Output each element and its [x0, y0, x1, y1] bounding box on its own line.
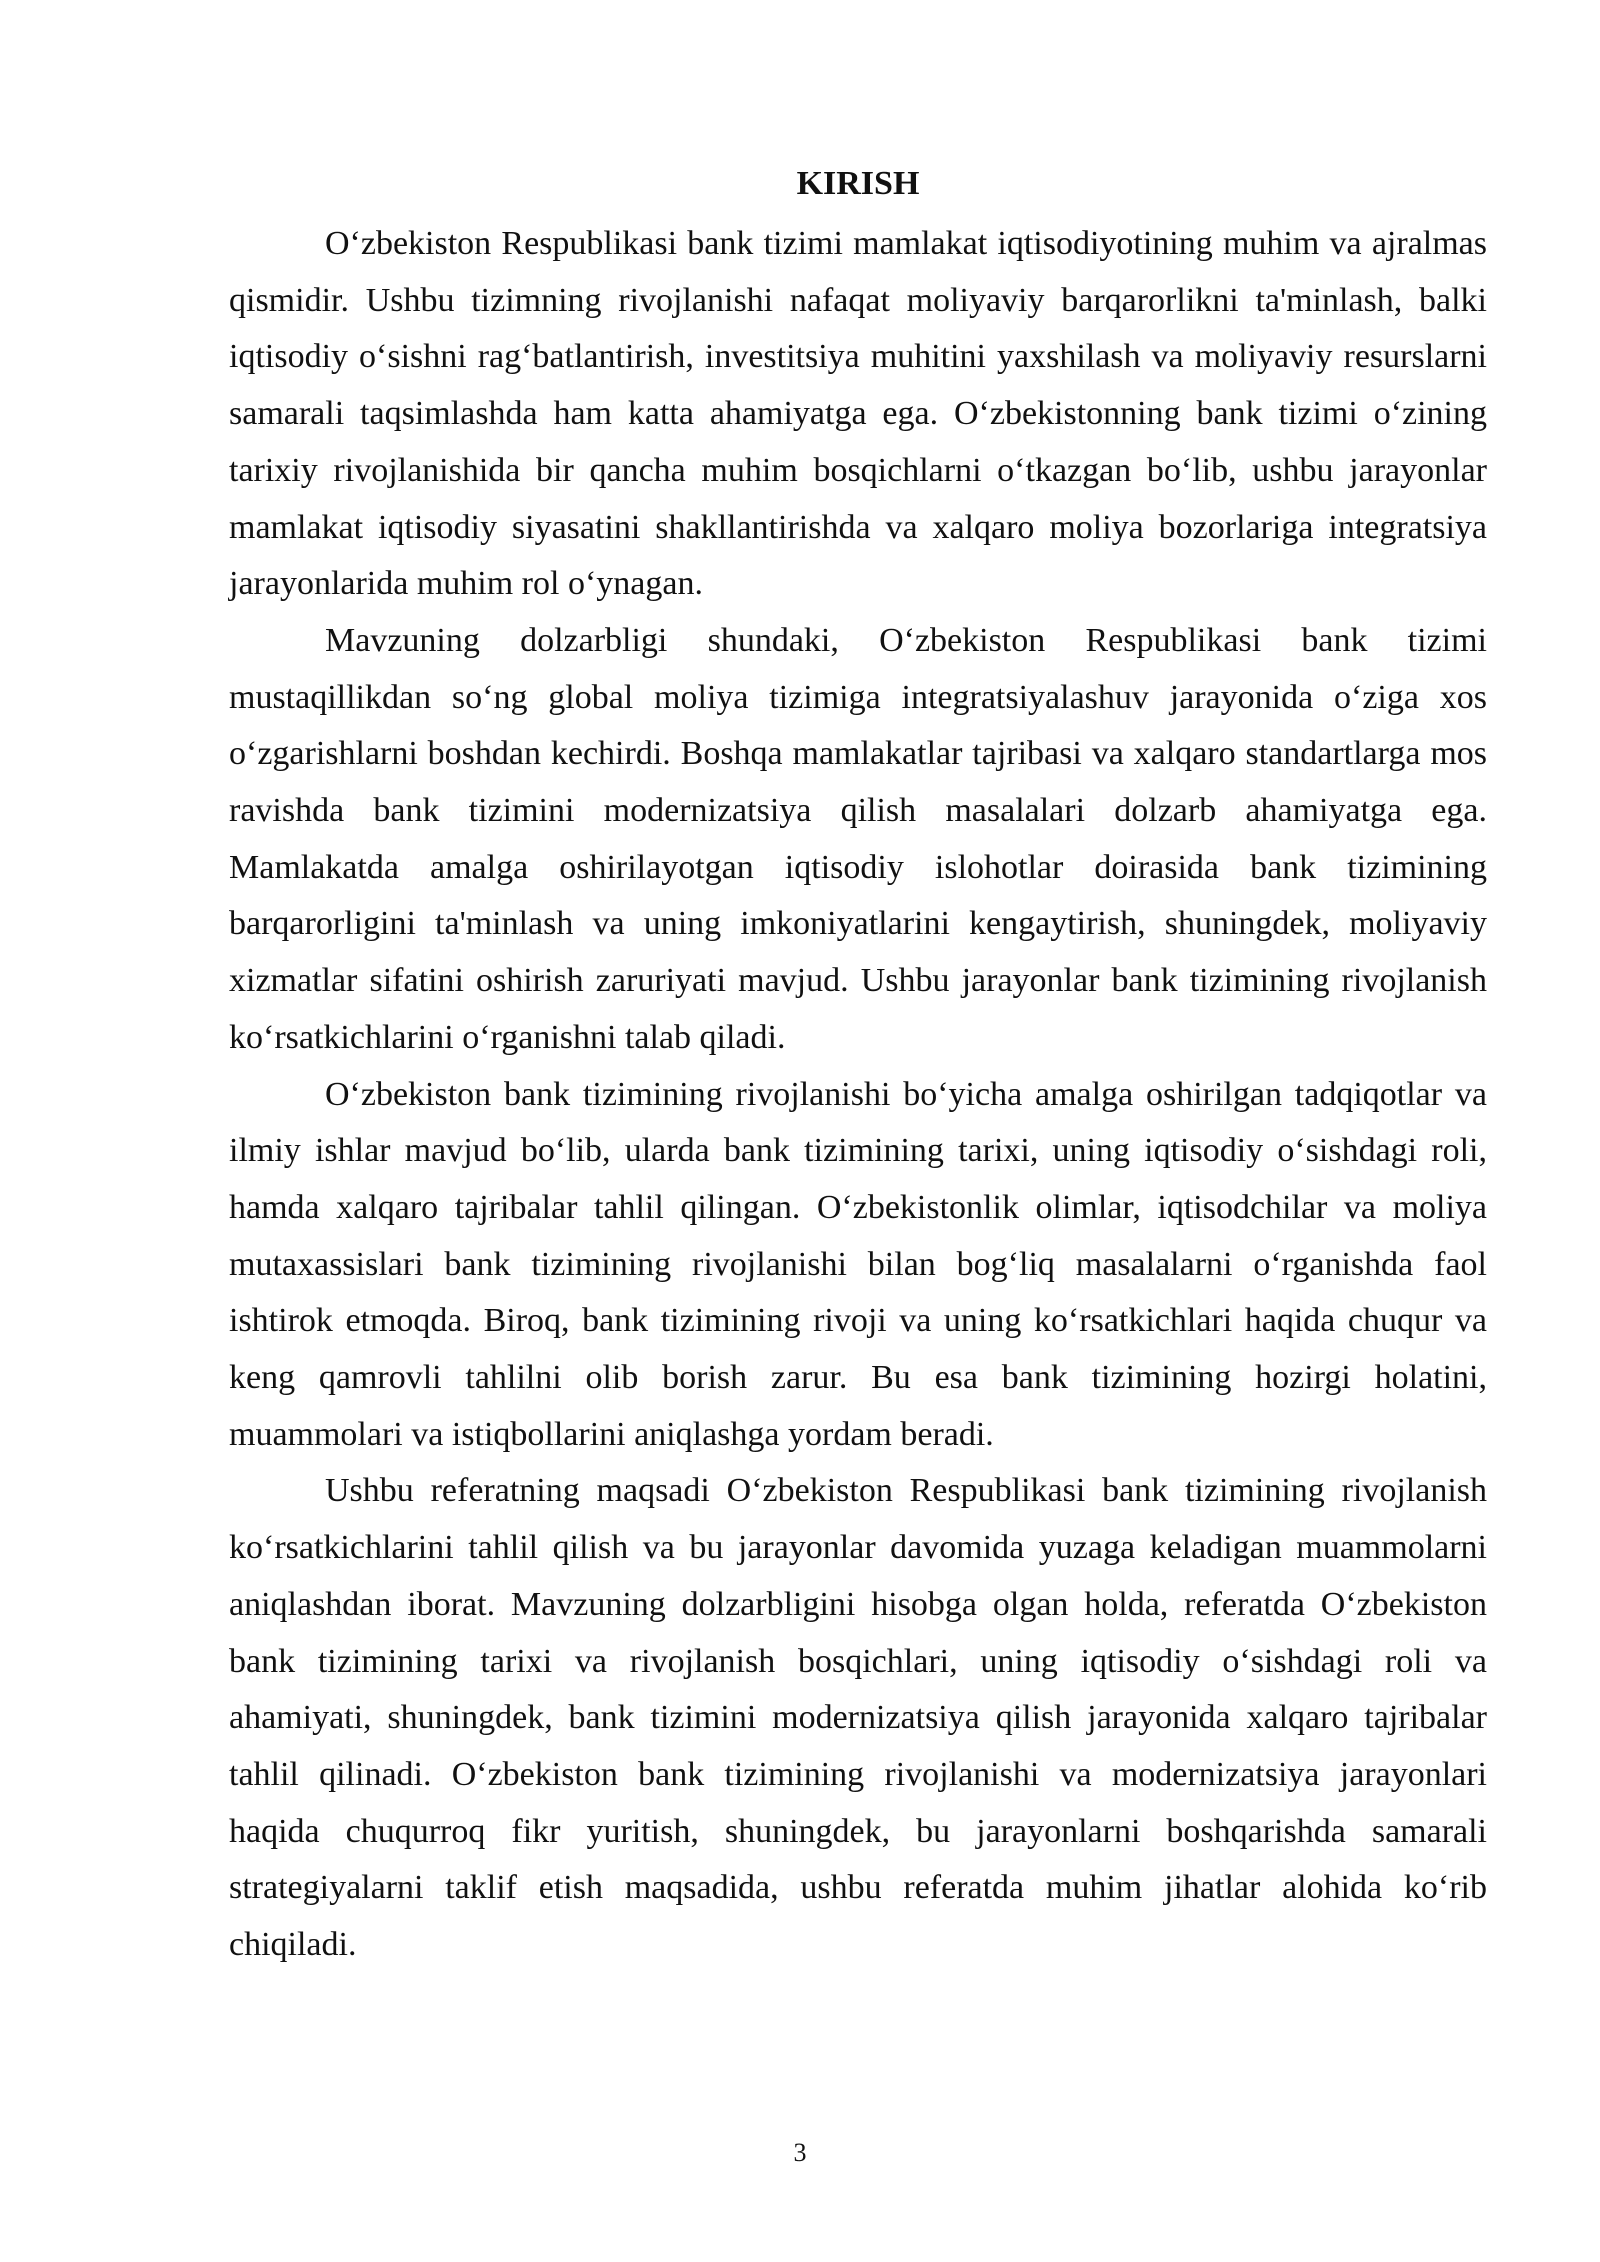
document-page: [229, 160, 1487, 1974]
paragraph-relevance: Mavzuning dolzarbligi shundaki, O‘zbekiston Respublikasi bank tizimi mustaqillikdan so‘ng global moliya tizimiga integratsiyalashuv jarayonida o‘ziga xos o‘zgarishlarni boshdan kechirdi. Boshqa mamlakatlar tajribasi va xalqaro standartlarga mos ravishda bank tizimini modernizatsiya qilish masalalari dolzarb ahamiyatga ega. Mamlakatda amalga oshirilayotgan iqtisodiy islohotlar doirasida bank tizimining barqarorligini ta'minlash va uning imkoniyatlarini kengaytirish, shuningdek, moliyaviy xizmatlar sifatini oshirish zaruriyati mavjud. Ushbu jarayonlar bank tizimining rivojlanish ko‘rsatkichlarini o‘rganishni talab qiladi.: [229, 621, 1487, 1056]
paragraph-intro: O‘zbekiston Respublikasi bank tizimi mamlakat iqtisodiyotining muhim va ajralmas qismidir. Ushbu tizimning rivojlanishi nafaqat moliyaviy barqarorlikni ta'minlash, balki iqtisodiy o‘sishni rag‘batlantirish, investitsiya muhitini yaxshilash va moliyaviy resurslarni samarali taqsimlashda ham katta ahamiyatga ega. O‘zbekistonning bank tizimi o‘zining tarixiy rivojlanishida bir qancha muhim bosqichlarni o‘tkazgan bo‘lib, ushbu jarayonlar mamlakat iqtisodiy siyasatini shakllantirishda va xalqaro moliya bozorlariga integratsiya jarayonlarida muhim rol o‘ynagan.: [229, 225, 1487, 603]
page-number: 3: [793, 2138, 807, 2167]
section-title: KIRISH: [796, 165, 920, 202]
paragraph-aim: Ushbu referatning maqsadi O‘zbekiston Respublikasi bank tizimining rivojlanish ko‘rsatkichlarini tahlil qilish va bu jarayonlar davomida yuzaga keladigan muammolarni aniqlashdan iborat. Mavzuning dolzarbligini hisobga olgan holda, referatda O‘zbekiston bank tizimining tarixi va rivojlanish bosqichlari, uning iqtisodiy o‘sishdagi roli va ahamiyati, shuningdek, bank tizimini modernizatsiya qilish jarayonida xalqaro tajribalar tahlil qilinadi. O‘zbekiston bank tizimining rivojlanishi va modernizatsiya jarayonlari haqida chuqurroq fikr yuritish, shuningdek, bu jarayonlarni boshqarishda samarali strategiyalarni taklif etish maqsadida, ushbu referatda muhim jihatlar alohida ko‘rib chiqiladi.: [229, 1472, 1487, 1964]
paragraph-research: O‘zbekiston bank tizimining rivojlanishi bo‘yicha amalga oshirilgan tadqiqotlar va ilmiy ishlar mavjud bo‘lib, ularda bank tizimining tarixi, uning iqtisodiy o‘sishdagi roli, hamda xalqaro tajribalar tahlil qilingan. O‘zbekistonlik olimlar, iqtisodchilar va moliya mutaxassislari bank tizimining rivojlanishi bilan bog‘liq masalalarni o‘rganishda faol ishtirok etmoqda. Biroq, bank tizimining rivoji va uning ko‘rsatkichlari haqida chuqur va keng qamrovli tahlilni olib borish zarur. Bu esa bank tizimining hozirgi holatini, muammolari va istiqbollarini aniqlashga yordam beradi.: [229, 1075, 1487, 1453]
